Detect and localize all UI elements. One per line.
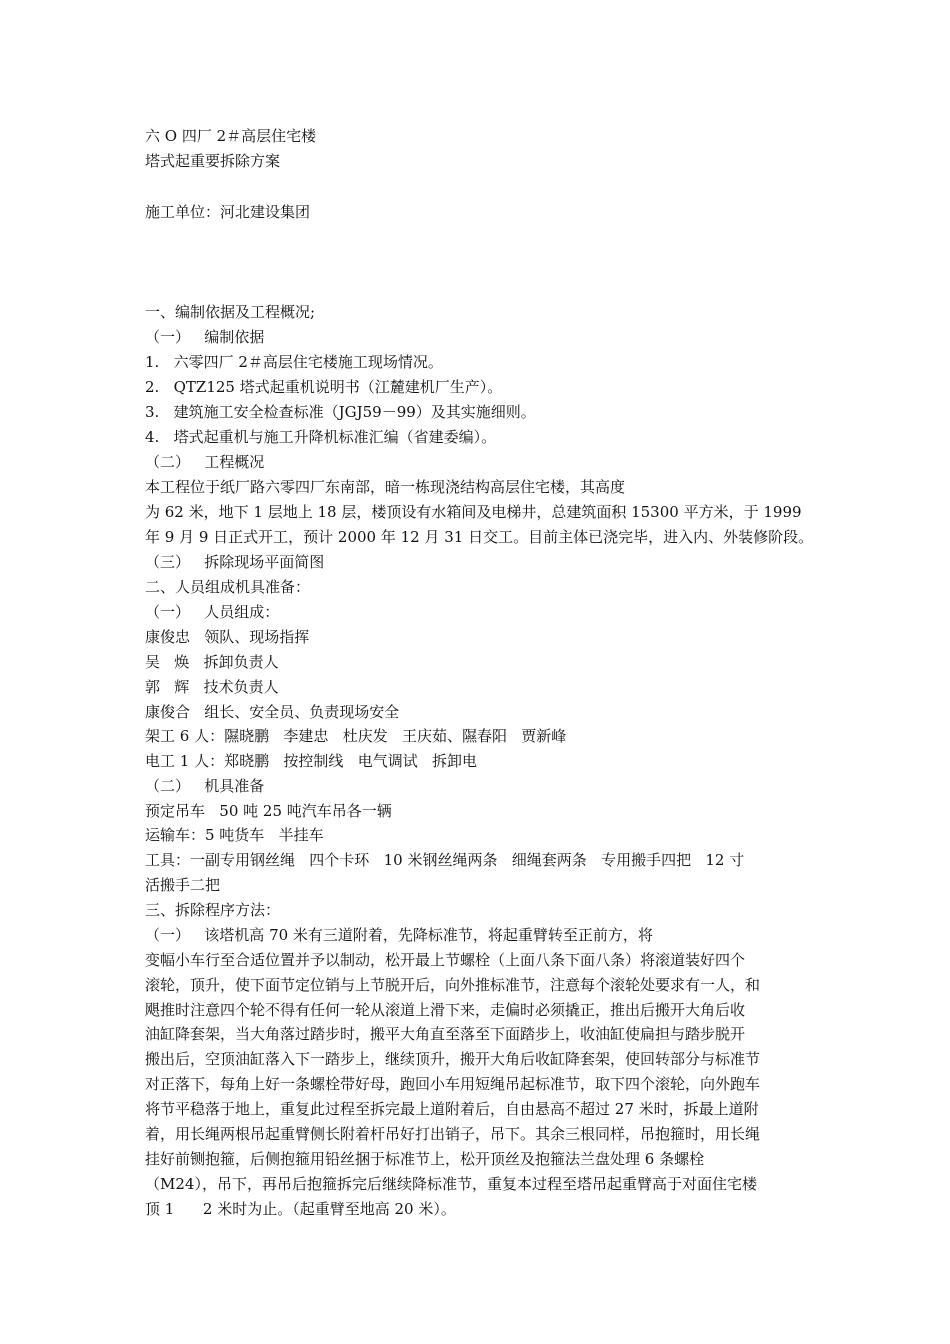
- procedure-line-1: （一） 该塔机高 70 米有三道附着，先降标准节，将起重臂转至正前方，将: [145, 926, 653, 944]
- procedure-line-4: 飓推时注意四个轮不得有任何一轮从滚道上滑下来，走偏时必须撬正，推出后搬开大角后收: [145, 1001, 746, 1019]
- procedure-line-12: 顶 1 2 米时为止。（起重臂至地高 20 米）。: [145, 1200, 456, 1218]
- personnel-line-1: 康俊忠 领队、现场指挥: [145, 628, 310, 646]
- personnel-line-6: 电工 1 人：郑晓鹏 按控制线 电气调试 拆卸电: [145, 752, 477, 770]
- basis-item-4: 4. 塔式起重机与施工升降机标准汇编（省建委编）。: [145, 428, 497, 446]
- section3-heading: 三、拆除程序方法：: [145, 901, 281, 919]
- plan-title: 塔式起重要拆除方案: [145, 152, 281, 170]
- section1-sub1-heading: （一） 编制依据: [145, 328, 265, 346]
- procedure-line-11: （M24），吊下，再吊后抱箍拆完后继续降标准节，重复本过程至塔吊起重臂高于对面住宅楼: [145, 1175, 757, 1193]
- procedure-line-3: 滚轮，顶升，使下面节定位销与上节脱开后，向外推标准节，注意每个滚轮处要求有一人，和: [145, 976, 761, 994]
- personnel-line-5: 架工 6 人：隰晓鹏 李建忠 杜庆发 王庆茹、隰春阳 贾新峰: [145, 727, 567, 745]
- procedure-line-5: 油缸降套架，当大角落过踏步时，搬平大角直至落至下面踏步上，收油缸使扁担与踏步脱开: [145, 1025, 746, 1043]
- personnel-line-4: 康俊合 组长、安全员、负责现场安全: [145, 703, 400, 721]
- equipment-line-3: 工具：一副专用钢丝绳 四个卡环 10 米钢丝绳两条 细绳套两条 专用搬手四把 12 寸: [145, 851, 745, 869]
- project-name: 六 O 四厂 2＃高层住宅楼: [145, 127, 317, 145]
- procedure-line-9: 着，用长绳两根吊起重臂侧长附着杆吊好打出销子，吊下。其余三根同样，吊抱箍时，用长绳: [145, 1125, 761, 1143]
- equipment-line-4: 活搬手二把: [145, 876, 221, 894]
- basis-item-2: 2. QTZ125 塔式起重机说明书（江麓建机厂生产）。: [145, 378, 503, 396]
- contractor-line: 施工单位：河北建设集团: [145, 203, 311, 221]
- section2-heading: 二、人员组成机具准备：: [145, 578, 311, 596]
- procedure-line-7: 对正落下，每角上好一条螺栓带好母，跑回小车用短绳吊起标准节，取下四个滚轮，向外跑车: [145, 1075, 761, 1093]
- personnel-line-3: 郭 辉 技术负责人: [145, 678, 279, 696]
- procedure-line-6: 搬出后，空顶油缸落入下一踏步上，继续顶升，搬开大角后收缸降套架，使回转部分与标准节: [145, 1050, 761, 1068]
- procedure-line-8: 将节平稳落于地上，重复此过程至拆完最上道附着后，自由悬高不超过 27 米时，拆最上道附: [145, 1100, 759, 1118]
- section1-sub3-heading: （三） 拆除现场平面简图: [145, 553, 325, 571]
- procedure-line-10: 挂好前铡抱箍，后侧抱箍用铅丝捆于标准节上，松开顶丝及抱箍法兰盘处理 6 条螺栓: [145, 1150, 705, 1168]
- basis-item-1: 1. 六零四厂 2＃高层住宅楼施工现场情况。: [145, 353, 443, 371]
- section2-sub1-heading: （一） 人员组成：: [145, 603, 280, 621]
- procedure-line-2: 变幅小车行至合适位置并予以制动，松开最上节螺栓（上面八条下面八条）将滚道装好四个: [145, 951, 746, 969]
- section1-sub2-heading: （二） 工程概况: [145, 453, 265, 471]
- overview-line-1: 本工程位于纸厂路六零四厂东南部，暗一栋现浇结构高层住宅楼，其高度: [145, 478, 626, 496]
- basis-item-3: 3. 建筑施工安全检查标准（JGJ59－99）及其实施细则。: [145, 403, 536, 421]
- overview-line-2: 为 62 米，地下 1 层地上 18 层，楼顶设有水箱间及电梯井，总建筑面积 15300 平方米，于 1999: [145, 503, 802, 521]
- section1-heading: 一、编制依据及工程概况;: [145, 303, 316, 321]
- overview-line-3: 年 9 月 9 日正式开工，预计 2000 年 12 月 31 日交工。目前主体已浇完毕，进入内、外装修阶段。: [145, 528, 814, 546]
- equipment-line-1: 预定吊车 50 吨 25 吨汽车吊各一辆: [145, 802, 392, 820]
- personnel-line-2: 吴 焕 拆卸负责人: [145, 653, 279, 671]
- section2-sub2-heading: （二） 机具准备: [145, 777, 265, 795]
- equipment-line-2: 运输车：5 吨货车 半挂车: [145, 826, 324, 844]
